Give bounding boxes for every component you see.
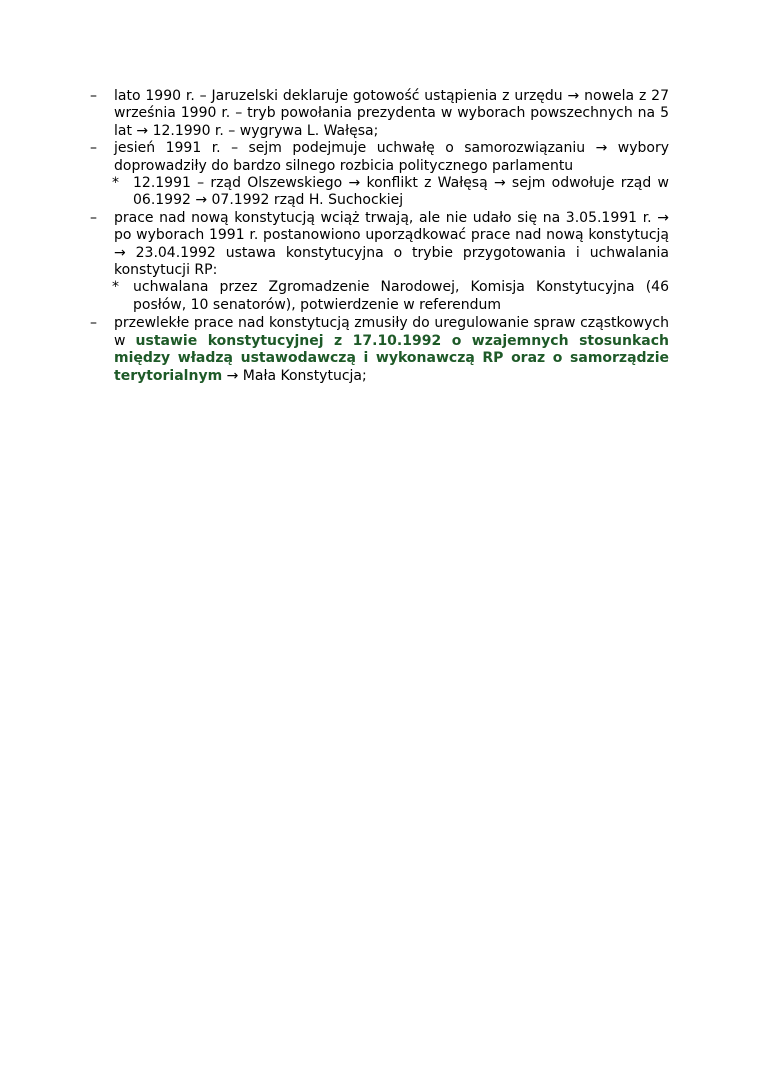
asterisk-bullet: * bbox=[112, 279, 119, 296]
sub-list-item-text: 12.1991 – rząd Olszewskiego → konflikt z Wałęsą → sejm odwołuje rząd w 06.1992 → 07.1992 rząd H. Suchockiej bbox=[133, 175, 669, 209]
dash-bullet: – bbox=[90, 209, 97, 226]
asterisk-bullet: * bbox=[112, 175, 119, 192]
sub-list-item-text: uchwalana przez Zgromadzenie Narodowej, Komisja Konstytucyjna (46 posłów, 10 senatorów), potwierdzenie w referendum bbox=[133, 279, 669, 313]
text-after: → Mała Konstytucja; bbox=[226, 367, 367, 384]
sub-list-item bbox=[112, 175, 669, 210]
dash-bullet: – bbox=[90, 140, 97, 157]
list-item bbox=[90, 315, 669, 385]
list-item-text: lato 1990 r. – Jaruzelski deklaruje gotowość ustąpienia z urzędu → nowela z 27 września 1990 r. – tryb powołania prezydenta w wyborach powszechnych na 5 lat → 12.1990 r. – wygrywa L. Wałęsa; bbox=[114, 88, 669, 139]
list-item-text bbox=[114, 315, 669, 385]
list-item-text: jesień 1991 r. – sejm podejmuje uchwałę o samorozwiązaniu → wybory doprowadziły do bardzo silnego rozbicia politycznego parlamentu bbox=[114, 140, 669, 174]
dash-bullet: – bbox=[90, 315, 97, 332]
text-before: przewlekłe prace nad konstytucją zmusiły do uregulowanie spraw cząstkowych w bbox=[114, 315, 669, 349]
list-item bbox=[90, 88, 669, 140]
list-item bbox=[90, 210, 669, 280]
dash-bullet: – bbox=[90, 88, 97, 104]
list-item-text: prace nad nową konstytucją wciąż trwają, ale nie udało się na 3.05.1991 r. → po wyborach 1991 r. postanowiono uporządkować prace nad nową konstytucją → 23.04.1992 ustawa konstytucyjna o trybie przygotowania i uchwalania konstytucji RP: bbox=[114, 209, 669, 279]
sub-list-item bbox=[112, 279, 669, 314]
highlighted-law-title: ustawie konstytucyjnej z 17.10.1992 o wzajemnych stosunkach między władzą ustawodawczą i wykonawczą RP oraz o samorządzie terytorialnym bbox=[114, 332, 670, 384]
bullet-list bbox=[90, 88, 669, 385]
list-item bbox=[90, 140, 669, 175]
